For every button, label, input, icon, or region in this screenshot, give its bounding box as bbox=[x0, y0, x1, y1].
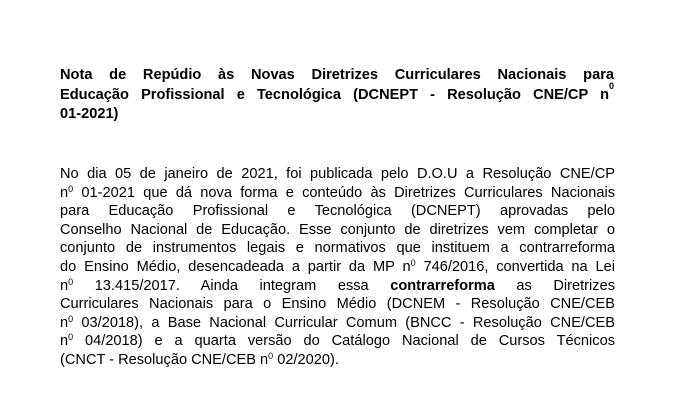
superscript-zero: 0 bbox=[608, 80, 614, 91]
paragraph-line: No dia 05 de janeiro de 2021, foi publicada pelo D.O.U a Resolução CNE/CP bbox=[60, 166, 615, 182]
emphasis-contrarreforma: contrarreforma bbox=[390, 277, 495, 294]
paragraph-line: $n^0$ 01-2021 que dá nova forma e conteúdo às Diretrizes Curriculares Nacionais bbox=[60, 183, 615, 201]
paragraph-line: $n^0$ 13.415/2017. Ainda integram essa contrarreforma as Diretrizes bbox=[60, 276, 615, 294]
paragraph-line: (CNCT - Resolução CNE/CEB $n^0$ 02/2020). bbox=[60, 350, 339, 368]
body-paragraph bbox=[60, 165, 615, 370]
paragraph-line: do Ensino Médio, desencadeada a partir da MP $n^0$ 746/2016, convertida na Lei bbox=[60, 257, 615, 275]
paragraph-line: conjunto de instrumentos legais e normativos que instituem a contrarreforma bbox=[60, 240, 615, 257]
title-line-2 bbox=[60, 80, 614, 106]
paragraph-line: Curriculares Nacionais para o Ensino Médio (DCNEM - Resolução CNE/CEB bbox=[60, 296, 615, 313]
paragraph-line: Conselho Nacional de Educação. Esse conjunto de diretrizes vem completar o bbox=[60, 221, 615, 238]
title-line-2-text: Educação Profissional e Tecnológica (DCNEPT - Resolução CNE/CP n bbox=[60, 86, 609, 103]
paragraph-line: $n^0$ 04/2018) e a quarta versão do Catálogo Nacional de Cursos Técnicos bbox=[60, 332, 615, 350]
title-line-1: Nota de Repúdio às Novas Diretrizes Curriculares Nacionais para bbox=[60, 67, 614, 83]
document-title bbox=[60, 66, 614, 125]
paragraph-line: $n^0$ 03/2018), a Base Nacional Curricular Comum (BNCC - Resolução CNE/CEB bbox=[60, 313, 615, 331]
paragraph-line: para Educação Profissional e Tecnológica (DCNEPT) aprovadas pelo bbox=[60, 203, 615, 220]
title-line-3: 01-2021) bbox=[60, 106, 119, 122]
